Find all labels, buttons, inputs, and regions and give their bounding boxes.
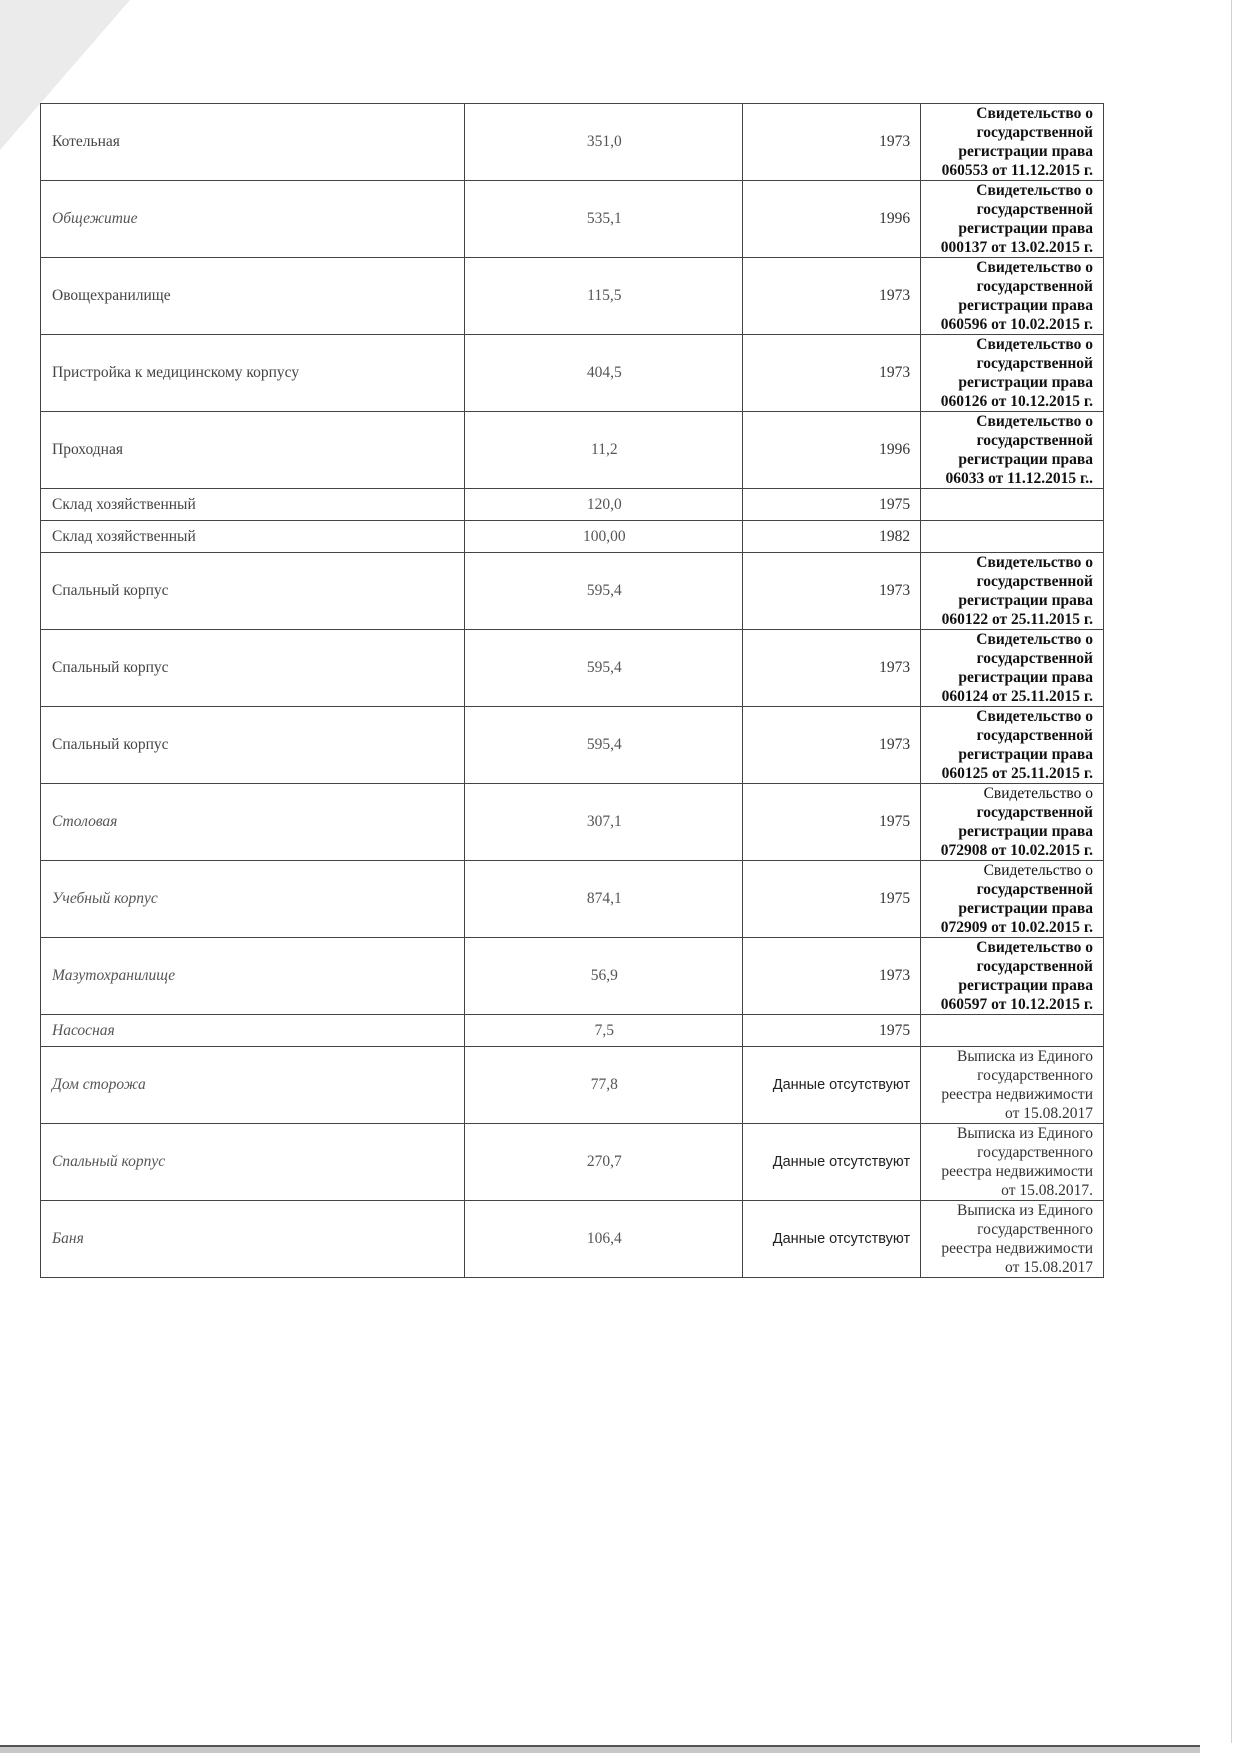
property-name: Столовая <box>41 784 465 861</box>
property-area: 270,7 <box>465 1124 743 1201</box>
property-document <box>921 1201 1104 1278</box>
doc-line: государственной <box>976 124 1093 141</box>
property-document <box>921 553 1104 630</box>
table-row <box>41 707 1104 784</box>
property-area: 120,0 <box>465 489 743 521</box>
doc-line: 060125 от 25.11.2015 г. <box>941 765 1093 782</box>
property-year: 1982 <box>743 521 921 553</box>
doc-line: Свидетельство о <box>976 259 1093 276</box>
property-year: Данные отсутствуют <box>743 1124 921 1201</box>
doc-line: Выписка из Единого <box>957 1202 1093 1219</box>
table-row <box>41 784 1104 861</box>
table-row <box>41 258 1104 335</box>
property-year: 1975 <box>743 861 921 938</box>
property-area: 11,2 <box>465 412 743 489</box>
doc-line: 060124 от 25.11.2015 г. <box>941 688 1093 705</box>
doc-line: государственного <box>977 1221 1093 1238</box>
property-name: Учебный корпус <box>41 861 465 938</box>
property-area: 595,4 <box>465 707 743 784</box>
doc-line: Свидетельство о <box>976 336 1093 353</box>
property-area: 100,00 <box>465 521 743 553</box>
property-document <box>921 1124 1104 1201</box>
property-name: Котельная <box>41 104 465 181</box>
doc-line: государственной <box>976 650 1093 667</box>
property-year: 1996 <box>743 412 921 489</box>
doc-line: Свидетельство о <box>976 182 1093 199</box>
property-document <box>921 1047 1104 1124</box>
doc-line: реестра недвижимости <box>941 1086 1093 1103</box>
property-name: Спальный корпус <box>41 553 465 630</box>
property-area: 595,4 <box>465 630 743 707</box>
table-row <box>41 1124 1104 1201</box>
doc-line: регистрации права <box>958 220 1093 237</box>
doc-line: 060126 от 10.12.2015 г. <box>940 393 1093 410</box>
property-name: Насосная <box>41 1015 465 1047</box>
doc-line: Выписка из Единого <box>957 1125 1093 1142</box>
doc-line: 072908 от 10.02.2015 г. <box>940 842 1093 859</box>
property-document <box>921 489 1104 521</box>
doc-line: регистрации права <box>958 592 1093 609</box>
doc-line: реестра недвижимости <box>941 1163 1093 1180</box>
property-year: 1973 <box>743 335 921 412</box>
property-document <box>921 412 1104 489</box>
property-year: 1973 <box>743 630 921 707</box>
doc-line: Свидетельство о <box>976 939 1093 956</box>
property-document <box>921 181 1104 258</box>
property-year: Данные отсутствуют <box>743 1201 921 1278</box>
doc-line: государственной <box>976 881 1093 898</box>
property-name: Пристройка к медицинскому корпусу <box>41 335 465 412</box>
doc-line: регистрации права <box>958 977 1093 994</box>
property-year: 1975 <box>743 489 921 521</box>
property-name: Склад хозяйственный <box>41 489 465 521</box>
doc-line: государственной <box>976 804 1093 821</box>
property-area: 106,4 <box>465 1201 743 1278</box>
property-document <box>921 521 1104 553</box>
property-area: 874,1 <box>465 861 743 938</box>
table-row <box>41 1015 1104 1047</box>
table-row <box>41 335 1104 412</box>
doc-line: регистрации права <box>958 900 1093 917</box>
property-document <box>921 1015 1104 1047</box>
table-row <box>41 553 1104 630</box>
property-name: Спальный корпус <box>41 707 465 784</box>
property-name: Спальный корпус <box>41 630 465 707</box>
doc-line: 060553 от 11.12.2015 г. <box>941 162 1093 179</box>
doc-line: 06033 от 11.12.2015 г.. <box>945 470 1093 487</box>
property-year: 1975 <box>743 1015 921 1047</box>
doc-line: от 15.08.2017. <box>1001 1182 1093 1199</box>
doc-line: государственной <box>976 201 1093 218</box>
doc-line: регистрации права <box>958 374 1093 391</box>
property-area: 115,5 <box>465 258 743 335</box>
property-document <box>921 630 1104 707</box>
doc-line: Выписка из Единого <box>957 1048 1093 1065</box>
property-name: Спальный корпус <box>41 1124 465 1201</box>
property-year: 1975 <box>743 784 921 861</box>
property-area: 595,4 <box>465 553 743 630</box>
property-name: Овощехранилище <box>41 258 465 335</box>
doc-line: 000137 от 13.02.2015 г. <box>940 239 1093 256</box>
table-row <box>41 861 1104 938</box>
property-name: Проходная <box>41 412 465 489</box>
doc-line: государственной <box>976 727 1093 744</box>
property-name: Общежитие <box>41 181 465 258</box>
scan-edge-bottom <box>0 1745 1200 1753</box>
table-row <box>41 1201 1104 1278</box>
doc-line: государственного <box>977 1067 1093 1084</box>
table-row <box>41 1047 1104 1124</box>
scan-edge-right <box>1231 0 1232 1743</box>
doc-line: Свидетельство о <box>976 708 1093 725</box>
doc-line: государственной <box>976 958 1093 975</box>
doc-line: Свидетельство о <box>976 554 1093 571</box>
doc-line: государственной <box>976 573 1093 590</box>
property-year: 1973 <box>743 104 921 181</box>
doc-line: от 15.08.2017 <box>1005 1259 1093 1276</box>
doc-line: Свидетельство о <box>983 785 1093 802</box>
property-name: Баня <box>41 1201 465 1278</box>
doc-line: Свидетельство о <box>983 862 1093 879</box>
property-document <box>921 707 1104 784</box>
table-row <box>41 104 1104 181</box>
doc-line: государственной <box>976 355 1093 372</box>
table-row <box>41 630 1104 707</box>
table-row <box>41 521 1104 553</box>
property-year: 1973 <box>743 553 921 630</box>
doc-line: 060597 от 10.12.2015 г. <box>940 996 1093 1013</box>
property-document <box>921 104 1104 181</box>
property-area: 404,5 <box>465 335 743 412</box>
doc-line: 060122 от 25.11.2015 г. <box>941 611 1093 628</box>
property-area: 535,1 <box>465 181 743 258</box>
doc-line: регистрации права <box>958 823 1093 840</box>
doc-line: от 15.08.2017 <box>1005 1105 1093 1122</box>
doc-line: Свидетельство о <box>976 105 1093 122</box>
property-area: 7,5 <box>465 1015 743 1047</box>
table-row <box>41 938 1104 1015</box>
property-year: 1973 <box>743 938 921 1015</box>
property-name: Склад хозяйственный <box>41 521 465 553</box>
property-area: 56,9 <box>465 938 743 1015</box>
property-area: 307,1 <box>465 784 743 861</box>
doc-line: 072909 от 10.02.2015 г. <box>940 919 1093 936</box>
property-year: 1973 <box>743 707 921 784</box>
property-year: Данные отсутствуют <box>743 1047 921 1124</box>
property-table-body <box>41 104 1104 1278</box>
property-name: Мазутохранилище <box>41 938 465 1015</box>
property-year: 1996 <box>743 181 921 258</box>
doc-line: регистрации права <box>958 143 1093 160</box>
doc-line: 060596 от 10.02.2015 г. <box>940 316 1093 333</box>
doc-line: регистрации права <box>958 669 1093 686</box>
doc-line: государственного <box>977 1144 1093 1161</box>
property-document <box>921 335 1104 412</box>
property-document <box>921 784 1104 861</box>
property-table <box>40 103 1104 1278</box>
property-document <box>921 258 1104 335</box>
table-row <box>41 412 1104 489</box>
doc-line: регистрации права <box>958 746 1093 763</box>
doc-line: Свидетельство о <box>976 631 1093 648</box>
doc-line: государственной <box>976 278 1093 295</box>
doc-line: регистрации права <box>958 451 1093 468</box>
property-document <box>921 938 1104 1015</box>
property-area: 351,0 <box>465 104 743 181</box>
doc-line: реестра недвижимости <box>941 1240 1093 1257</box>
table-row <box>41 181 1104 258</box>
doc-line: регистрации права <box>958 297 1093 314</box>
doc-line: Свидетельство о <box>976 413 1093 430</box>
table-row <box>41 489 1104 521</box>
property-name: Дом сторожа <box>41 1047 465 1124</box>
doc-line: государственной <box>976 432 1093 449</box>
property-year: 1973 <box>743 258 921 335</box>
property-document <box>921 861 1104 938</box>
property-area: 77,8 <box>465 1047 743 1124</box>
